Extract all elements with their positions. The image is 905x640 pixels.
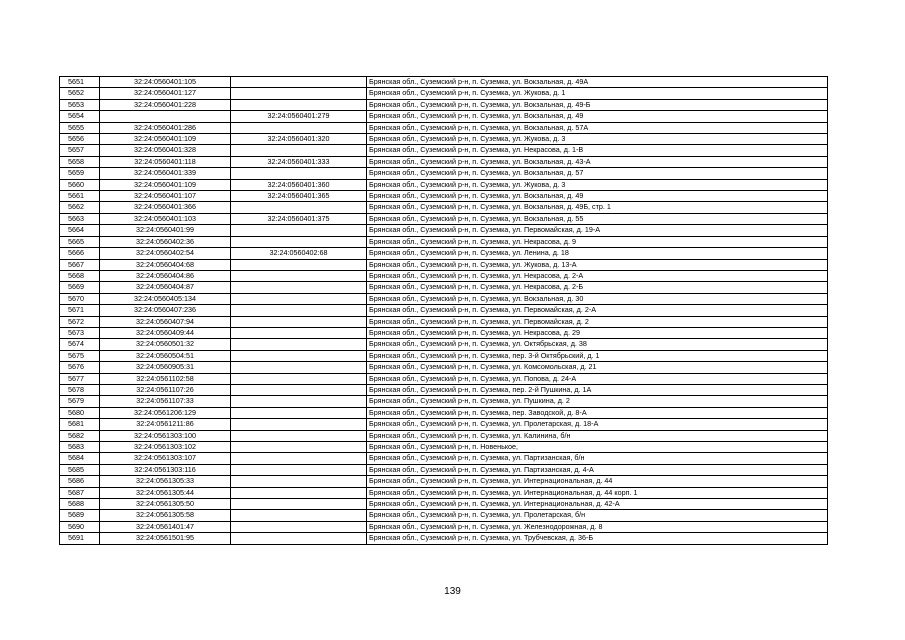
cadastral-number-cell: 32:24:0560401:127 [100, 88, 231, 99]
registry-table-body [60, 77, 828, 545]
table-row [60, 407, 828, 418]
related-cadastral-number-cell [231, 202, 367, 213]
row-number-cell: 5659 [60, 168, 100, 179]
row-number-cell: 5691 [60, 533, 100, 544]
row-number-cell: 5653 [60, 99, 100, 110]
cadastral-number-cell: 32:24:0560501:32 [100, 339, 231, 350]
table-row [60, 248, 828, 259]
row-number-cell: 5679 [60, 396, 100, 407]
row-number-cell: 5670 [60, 293, 100, 304]
table-row [60, 419, 828, 430]
row-number-cell: 5665 [60, 236, 100, 247]
cadastral-number-cell: 32:24:0560401:286 [100, 122, 231, 133]
address-cell: Брянская обл., Суземский р-н, п. Суземка, ул. Попова, д. 24-А [367, 373, 828, 384]
row-number-cell: 5655 [60, 122, 100, 133]
row-number-cell: 5689 [60, 510, 100, 521]
table-row [60, 350, 828, 361]
row-number-cell: 5675 [60, 350, 100, 361]
row-number-cell: 5676 [60, 362, 100, 373]
related-cadastral-number-cell [231, 225, 367, 236]
cadastral-number-cell [100, 111, 231, 122]
address-cell: Брянская обл., Суземский р-н, п. Суземка, ул. Железнодорожная, д. 8 [367, 521, 828, 532]
cadastral-number-cell: 32:24:0561305:44 [100, 487, 231, 498]
cadastral-number-cell: 32:24:0561501:95 [100, 533, 231, 544]
address-cell: Брянская обл., Суземский р-н, п. Суземка, ул. Интернациональная, д. 44 корп. 1 [367, 487, 828, 498]
related-cadastral-number-cell: 32:24:0560402:68 [231, 248, 367, 259]
address-cell: Брянская обл., Суземский р-н, п. Суземка, ул. Трубчевская, д. 36-Б [367, 533, 828, 544]
address-cell: Брянская обл., Суземский р-н, п. Суземка, ул. Интернациональная, д. 44 [367, 476, 828, 487]
cadastral-number-cell: 32:24:0560402:54 [100, 248, 231, 259]
related-cadastral-number-cell [231, 396, 367, 407]
row-number-cell: 5684 [60, 453, 100, 464]
related-cadastral-number-cell [231, 384, 367, 395]
related-cadastral-number-cell [231, 305, 367, 316]
related-cadastral-number-cell [231, 487, 367, 498]
address-cell: Брянская обл., Суземский р-н, п. Суземка, пер. Заводской, д. 8-А [367, 407, 828, 418]
table-row [60, 225, 828, 236]
address-cell: Брянская обл., Суземский р-н, п. Суземка, ул. Октябрьская, д. 38 [367, 339, 828, 350]
cadastral-number-cell: 32:24:0561305:58 [100, 510, 231, 521]
cadastral-number-cell: 32:24:0560409:44 [100, 327, 231, 338]
cadastral-number-cell: 32:24:0561303:116 [100, 464, 231, 475]
related-cadastral-number-cell [231, 77, 367, 88]
cadastral-number-cell: 32:24:0561107:26 [100, 384, 231, 395]
cadastral-number-cell: 32:24:0561303:107 [100, 453, 231, 464]
row-number-cell: 5666 [60, 248, 100, 259]
cadastral-number-cell: 32:24:0560401:228 [100, 99, 231, 110]
table-row [60, 316, 828, 327]
address-cell: Брянская обл., Суземский р-н, п. Суземка, ул. Вокзальная, д. 43-А [367, 156, 828, 167]
cadastral-number-cell: 32:24:0560401:109 [100, 179, 231, 190]
address-cell: Брянская обл., Суземский р-н, п. Суземка, ул. Вокзальная, д. 57А [367, 122, 828, 133]
table-row [60, 77, 828, 88]
related-cadastral-number-cell [231, 430, 367, 441]
cadastral-number-cell: 32:24:0560402:36 [100, 236, 231, 247]
related-cadastral-number-cell [231, 442, 367, 453]
cadastral-number-cell: 32:24:0560401:339 [100, 168, 231, 179]
row-number-cell: 5682 [60, 430, 100, 441]
row-number-cell: 5673 [60, 327, 100, 338]
table-row [60, 236, 828, 247]
row-number-cell: 5685 [60, 464, 100, 475]
cadastral-number-cell: 32:24:0560404:86 [100, 270, 231, 281]
row-number-cell: 5688 [60, 499, 100, 510]
address-cell: Брянская обл., Суземский р-н, п. Суземка, пер. 3-й Октябрьский, д. 1 [367, 350, 828, 361]
related-cadastral-number-cell [231, 350, 367, 361]
address-cell: Брянская обл., Суземский р-н, п. Суземка, ул. Первомайская, д. 2 [367, 316, 828, 327]
related-cadastral-number-cell: 32:24:0560401:365 [231, 191, 367, 202]
related-cadastral-number-cell [231, 407, 367, 418]
cadastral-number-cell: 32:24:0560905:31 [100, 362, 231, 373]
row-number-cell: 5687 [60, 487, 100, 498]
cadastral-number-cell: 32:24:0560401:103 [100, 213, 231, 224]
related-cadastral-number-cell [231, 88, 367, 99]
related-cadastral-number-cell: 32:24:0560401:320 [231, 134, 367, 145]
table-row [60, 168, 828, 179]
table-row [60, 191, 828, 202]
row-number-cell: 5651 [60, 77, 100, 88]
address-cell: Брянская обл., Суземский р-н, п. Новенькое, [367, 442, 828, 453]
related-cadastral-number-cell [231, 270, 367, 281]
table-row [60, 453, 828, 464]
cadastral-number-cell: 32:24:0560401:105 [100, 77, 231, 88]
related-cadastral-number-cell: 32:24:0560401:360 [231, 179, 367, 190]
address-cell: Брянская обл., Суземский р-н, п. Суземка, ул. Некрасова, д. 2-Б [367, 282, 828, 293]
cadastral-number-cell: 32:24:0560407:236 [100, 305, 231, 316]
table-row [60, 339, 828, 350]
row-number-cell: 5681 [60, 419, 100, 430]
address-cell: Брянская обл., Суземский р-н, п. Суземка, ул. Некрасова, д. 29 [367, 327, 828, 338]
address-cell: Брянская обл., Суземский р-н, п. Суземка, ул. Вокзальная, д. 30 [367, 293, 828, 304]
table-row [60, 499, 828, 510]
address-cell: Брянская обл., Суземский р-н, п. Суземка, ул. Жукова, д. 3 [367, 179, 828, 190]
address-cell: Брянская обл., Суземский р-н, п. Суземка, ул. Пролетарская, б/н [367, 510, 828, 521]
cadastral-number-cell: 32:24:0561303:102 [100, 442, 231, 453]
table-row [60, 293, 828, 304]
page-number: 139 [444, 586, 461, 597]
address-cell: Брянская обл., Суземский р-н, п. Суземка, ул. Вокзальная, д. 49 [367, 111, 828, 122]
related-cadastral-number-cell [231, 316, 367, 327]
cadastral-number-cell: 32:24:0561102:58 [100, 373, 231, 384]
address-cell: Брянская обл., Суземский р-н, п. Суземка, ул. Партизанская, д. 4-А [367, 464, 828, 475]
related-cadastral-number-cell [231, 521, 367, 532]
table-row [60, 88, 828, 99]
table-row [60, 282, 828, 293]
table-row [60, 476, 828, 487]
cadastral-number-cell: 32:24:0560401:328 [100, 145, 231, 156]
address-cell: Брянская обл., Суземский р-н, п. Суземка, ул. Комсомольская, д. 21 [367, 362, 828, 373]
cadastral-number-cell: 32:24:0560404:68 [100, 259, 231, 270]
table-row [60, 111, 828, 122]
address-cell: Брянская обл., Суземский р-н, п. Суземка, ул. Пушкина, д. 2 [367, 396, 828, 407]
related-cadastral-number-cell [231, 145, 367, 156]
table-row [60, 99, 828, 110]
cadastral-number-cell: 32:24:0560401:366 [100, 202, 231, 213]
related-cadastral-number-cell [231, 510, 367, 521]
related-cadastral-number-cell: 32:24:0560401:279 [231, 111, 367, 122]
address-cell: Брянская обл., Суземский р-н, п. Суземка, ул. Некрасова, д. 9 [367, 236, 828, 247]
row-number-cell: 5683 [60, 442, 100, 453]
row-number-cell: 5674 [60, 339, 100, 350]
cadastral-number-cell: 32:24:0560401:109 [100, 134, 231, 145]
address-cell: Брянская обл., Суземский р-н, п. Суземка, ул. Некрасова, д. 1-В [367, 145, 828, 156]
related-cadastral-number-cell [231, 476, 367, 487]
cadastral-number-cell: 32:24:0561305:50 [100, 499, 231, 510]
row-number-cell: 5667 [60, 259, 100, 270]
cadastral-number-cell: 32:24:0561401:47 [100, 521, 231, 532]
related-cadastral-number-cell [231, 464, 367, 475]
cadastral-number-cell: 32:24:0560504:51 [100, 350, 231, 361]
related-cadastral-number-cell [231, 168, 367, 179]
row-number-cell: 5654 [60, 111, 100, 122]
address-cell: Брянская обл., Суземский р-н, п. Суземка, ул. Вокзальная, д. 49-Б [367, 99, 828, 110]
related-cadastral-number-cell [231, 282, 367, 293]
related-cadastral-number-cell [231, 122, 367, 133]
cadastral-number-cell: 32:24:0561206:129 [100, 407, 231, 418]
table-row [60, 122, 828, 133]
address-cell: Брянская обл., Суземский р-н, п. Суземка, ул. Партизанская, б/н [367, 453, 828, 464]
table-row [60, 305, 828, 316]
related-cadastral-number-cell [231, 533, 367, 544]
related-cadastral-number-cell [231, 327, 367, 338]
cadastral-number-cell: 32:24:0561305:33 [100, 476, 231, 487]
related-cadastral-number-cell [231, 373, 367, 384]
table-row [60, 202, 828, 213]
table-row [60, 464, 828, 475]
table-row [60, 145, 828, 156]
row-number-cell: 5661 [60, 191, 100, 202]
table-row [60, 179, 828, 190]
row-number-cell: 5663 [60, 213, 100, 224]
cadastral-number-cell: 32:24:0560401:118 [100, 156, 231, 167]
row-number-cell: 5671 [60, 305, 100, 316]
related-cadastral-number-cell: 32:24:0560401:375 [231, 213, 367, 224]
related-cadastral-number-cell [231, 339, 367, 350]
address-cell: Брянская обл., Суземский р-н, п. Суземка, ул. Первомайская, д. 19-А [367, 225, 828, 236]
table-row [60, 327, 828, 338]
row-number-cell: 5669 [60, 282, 100, 293]
table-row [60, 373, 828, 384]
related-cadastral-number-cell [231, 419, 367, 430]
cadastral-number-cell: 32:24:0560401:107 [100, 191, 231, 202]
address-cell: Брянская обл., Суземский р-н, п. Суземка, ул. Вокзальная, д. 57 [367, 168, 828, 179]
address-cell: Брянская обл., Суземский р-н, п. Суземка, ул. Вокзальная, д. 49 [367, 191, 828, 202]
related-cadastral-number-cell [231, 293, 367, 304]
address-cell: Брянская обл., Суземский р-н, п. Суземка, ул. Жукова, д. 3 [367, 134, 828, 145]
address-cell: Брянская обл., Суземский р-н, п. Суземка, ул. Вокзальная, д. 55 [367, 213, 828, 224]
row-number-cell: 5690 [60, 521, 100, 532]
address-cell: Брянская обл., Суземский р-н, п. Суземка, ул. Жукова, д. 13-А [367, 259, 828, 270]
table-row [60, 533, 828, 544]
cadastral-number-cell: 32:24:0560401:99 [100, 225, 231, 236]
cadastral-number-cell: 32:24:0561211:86 [100, 419, 231, 430]
related-cadastral-number-cell [231, 259, 367, 270]
address-cell: Брянская обл., Суземский р-н, п. Суземка, ул. Интернациональная, д. 42-А [367, 499, 828, 510]
address-cell: Брянская обл., Суземский р-н, п. Суземка, ул. Пролетарская, д. 18-А [367, 419, 828, 430]
table-row [60, 396, 828, 407]
table-row [60, 156, 828, 167]
row-number-cell: 5657 [60, 145, 100, 156]
row-number-cell: 5658 [60, 156, 100, 167]
row-number-cell: 5656 [60, 134, 100, 145]
registry-table [59, 76, 828, 545]
table-row [60, 213, 828, 224]
table-row [60, 510, 828, 521]
address-cell: Брянская обл., Суземский р-н, п. Суземка, ул. Ленина, д. 18 [367, 248, 828, 259]
row-number-cell: 5664 [60, 225, 100, 236]
cadastral-number-cell: 32:24:0561303:100 [100, 430, 231, 441]
related-cadastral-number-cell [231, 453, 367, 464]
address-cell: Брянская обл., Суземский р-н, п. Суземка, ул. Вокзальная, д. 49Б, стр. 1 [367, 202, 828, 213]
cadastral-number-cell: 32:24:0560407:94 [100, 316, 231, 327]
related-cadastral-number-cell: 32:24:0560401:333 [231, 156, 367, 167]
table-row [60, 521, 828, 532]
address-cell: Брянская обл., Суземский р-н, п. Суземка, пер. 2-й Пушкина, д. 1А [367, 384, 828, 395]
table-row [60, 487, 828, 498]
related-cadastral-number-cell [231, 362, 367, 373]
address-cell: Брянская обл., Суземский р-н, п. Суземка, ул. Калинина, б/н [367, 430, 828, 441]
row-number-cell: 5678 [60, 384, 100, 395]
address-cell: Брянская обл., Суземский р-н, п. Суземка, ул. Некрасова, д. 2-А [367, 270, 828, 281]
related-cadastral-number-cell [231, 236, 367, 247]
cadastral-number-cell: 32:24:0561107:33 [100, 396, 231, 407]
row-number-cell: 5686 [60, 476, 100, 487]
row-number-cell: 5652 [60, 88, 100, 99]
table-row [60, 362, 828, 373]
row-number-cell: 5668 [60, 270, 100, 281]
address-cell: Брянская обл., Суземский р-н, п. Суземка, ул. Жукова, д. 1 [367, 88, 828, 99]
table-row [60, 430, 828, 441]
table-row [60, 134, 828, 145]
row-number-cell: 5662 [60, 202, 100, 213]
cadastral-number-cell: 32:24:0560404:87 [100, 282, 231, 293]
table-row [60, 270, 828, 281]
row-number-cell: 5660 [60, 179, 100, 190]
row-number-cell: 5680 [60, 407, 100, 418]
table-row [60, 442, 828, 453]
address-cell: Брянская обл., Суземский р-н, п. Суземка, ул. Первомайская, д. 2-А [367, 305, 828, 316]
related-cadastral-number-cell [231, 499, 367, 510]
table-row [60, 384, 828, 395]
address-cell: Брянская обл., Суземский р-н, п. Суземка, ул. Вокзальная, д. 49А [367, 77, 828, 88]
related-cadastral-number-cell [231, 99, 367, 110]
cadastral-number-cell: 32:24:0560405:134 [100, 293, 231, 304]
row-number-cell: 5677 [60, 373, 100, 384]
table-row [60, 259, 828, 270]
row-number-cell: 5672 [60, 316, 100, 327]
